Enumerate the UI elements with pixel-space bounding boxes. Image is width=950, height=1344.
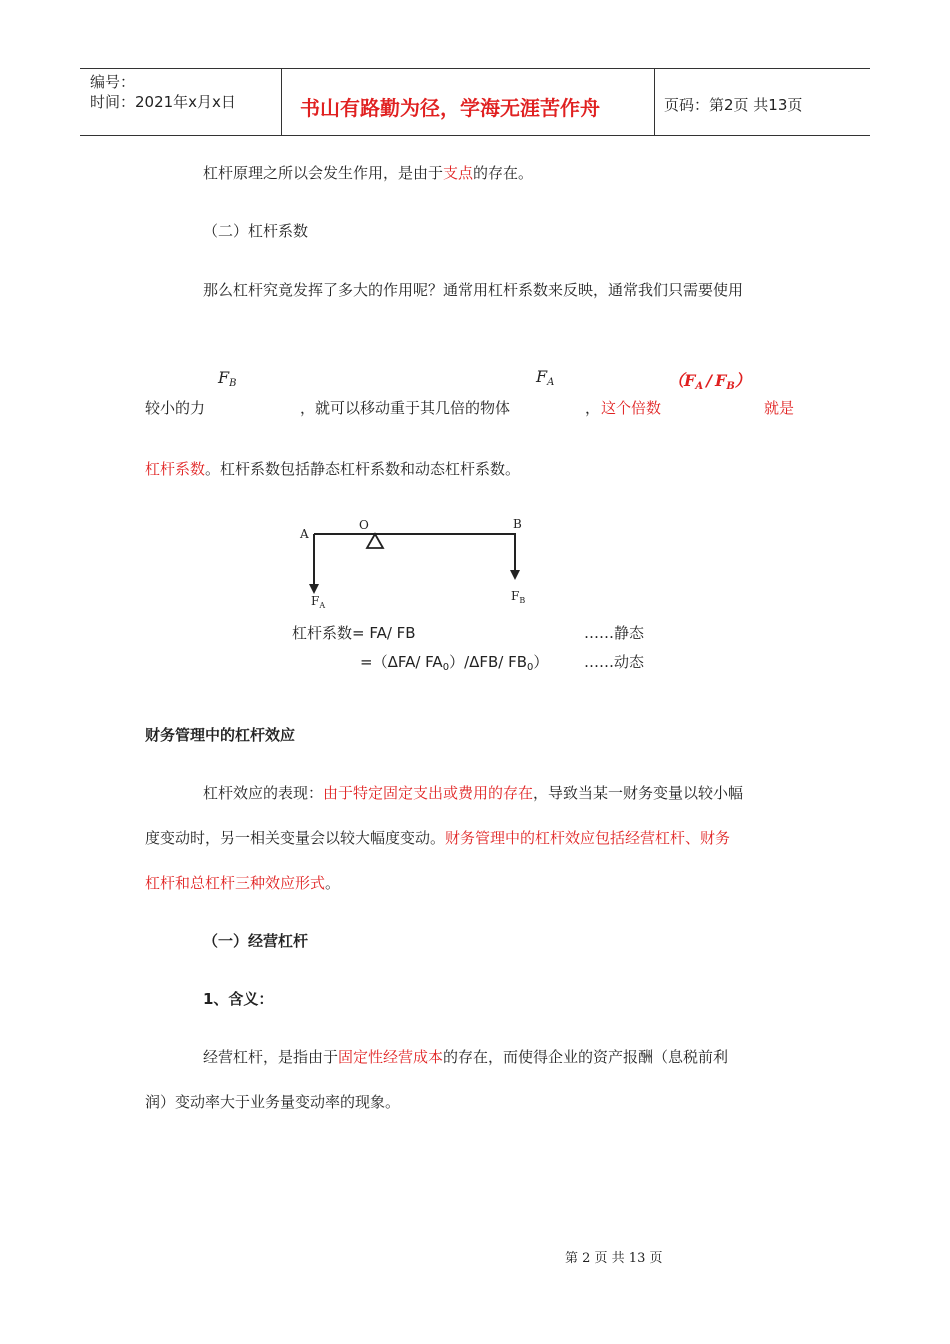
subheading-operating-leverage: （一）经营杠杆 bbox=[203, 932, 309, 950]
text-segment: 。杠杆系数包括静态杠杆系数和动态杠杆系数。 bbox=[205, 460, 521, 478]
paragraph-line-9 bbox=[203, 1046, 728, 1067]
header-page-info: 页码：第2页 共13页 bbox=[664, 96, 803, 114]
ratio-b-sub: B bbox=[726, 381, 735, 392]
formula-fb-main: F bbox=[218, 368, 230, 387]
force-a-arrowhead bbox=[309, 584, 319, 594]
ratio-open: （ bbox=[668, 371, 685, 390]
formula-fa-sub: A bbox=[547, 377, 555, 388]
text-segment: 杠杆效应的表现： bbox=[203, 784, 324, 802]
equation-dynamic-left bbox=[360, 653, 548, 673]
highlight-leverage-types: 财务管理中的杠杆效应包括经营杠杆、财务 bbox=[445, 829, 731, 847]
text-segment: 的存在，而使得企业的资产报酬（息税前利 bbox=[443, 1048, 729, 1066]
highlight-three-forms: 杠杆和总杠杆三种效应形式 bbox=[145, 874, 326, 892]
section-title: 财务管理中的杠杆效应 bbox=[145, 726, 296, 744]
formula-ratio bbox=[668, 368, 751, 392]
line-4-multiple: 这个倍数 bbox=[601, 399, 662, 417]
text-segment: 度变动时，另一相关变量会以较大幅度变动。 bbox=[145, 829, 446, 847]
lever-diagram bbox=[290, 510, 670, 680]
paragraph-line-10: 润）变动率大于业务量变动率的现象。 bbox=[145, 1093, 401, 1111]
paragraph-line-1 bbox=[203, 162, 533, 183]
eq2-sub2: 0 bbox=[527, 662, 534, 673]
text-segment: 经营杠杆，是指由于 bbox=[203, 1048, 339, 1066]
formula-fb-sub: B bbox=[229, 378, 237, 389]
header-divider-left bbox=[281, 68, 282, 136]
ratio-a-sub: A bbox=[695, 381, 704, 392]
text-segment: ，导致当某一财务变量以较小幅 bbox=[533, 784, 744, 802]
fulcrum-triangle bbox=[367, 534, 383, 548]
highlight-lever-coefficient: 杠杆系数 bbox=[145, 460, 206, 478]
text-segment: 的存在。 bbox=[473, 164, 534, 182]
highlight-fixed-operating-cost: 固定性经营成本 bbox=[338, 1048, 444, 1066]
equation-static-left: 杠杆系数= FA/ FB bbox=[292, 624, 416, 642]
subheading-lever-coefficient: （二）杠杆系数 bbox=[203, 222, 309, 240]
line-4-part-e: 就是 bbox=[764, 399, 795, 417]
equation-static-right: ……静态 bbox=[584, 624, 645, 642]
header-code-label: 编号： bbox=[90, 73, 136, 91]
force-b-sub: B bbox=[519, 596, 526, 605]
force-a-label bbox=[311, 594, 325, 610]
highlight-fixed-cost: 由于特定固定支出或费用的存在 bbox=[323, 784, 534, 802]
force-b-main: F bbox=[511, 589, 520, 603]
point-o-label: O bbox=[359, 518, 369, 532]
line-4-part-b: ，就可以移动重于其几倍的物体 bbox=[300, 399, 511, 417]
point-a-label: A bbox=[300, 527, 309, 541]
force-a-sub: A bbox=[319, 601, 326, 610]
formula-fa bbox=[536, 367, 554, 388]
force-b-arrowhead bbox=[510, 570, 520, 580]
paragraph-line-8 bbox=[145, 872, 340, 893]
eq2-close: ） bbox=[533, 653, 549, 671]
line-4-part-c: ， bbox=[585, 399, 601, 417]
paragraph-line-7 bbox=[145, 827, 730, 848]
text-segment: 。 bbox=[325, 874, 341, 892]
eq2-left: =（ΔFA/ FA bbox=[360, 653, 443, 671]
ratio-close: ） bbox=[734, 371, 751, 390]
formula-fb bbox=[218, 368, 236, 389]
ratio-a: F bbox=[684, 371, 696, 390]
header-divider-right bbox=[654, 68, 655, 136]
text-segment: 杠杆原理之所以会发生作用，是由于 bbox=[203, 164, 444, 182]
subheading-definition: 1、含义： bbox=[203, 990, 274, 1008]
point-b-label: B bbox=[513, 517, 522, 531]
ratio-slash: / bbox=[706, 371, 712, 390]
eq2-mid: ）/ΔFB/ FB bbox=[449, 653, 528, 671]
ratio-b: F bbox=[714, 371, 727, 390]
force-a-main: F bbox=[311, 594, 320, 608]
paragraph-line-5 bbox=[145, 458, 520, 479]
footer-page-number: 第 2 页 共 13 页 bbox=[565, 1251, 663, 1266]
paragraph-line-3: 那么杠杆究竟发挥了多大的作用呢？通常用杠杆系数来反映，通常我们只需要使用 bbox=[203, 281, 744, 299]
equation-dynamic-right: ……动态 bbox=[584, 653, 645, 671]
highlight-fulcrum: 支点 bbox=[443, 164, 474, 182]
header-bottom-rule bbox=[80, 135, 870, 136]
paragraph-line-6 bbox=[203, 782, 743, 803]
header-motto: 书山有路勤为径，学海无涯苦作舟 bbox=[300, 96, 600, 120]
header-top-rule bbox=[80, 68, 870, 69]
header-time-label: 时间：2021年x月x日 bbox=[90, 93, 236, 111]
formula-fa-main: F bbox=[536, 367, 548, 386]
eq2-sub1: 0 bbox=[442, 662, 450, 673]
force-b-label bbox=[511, 589, 525, 605]
line-4-part-a: 较小的力 bbox=[145, 399, 206, 417]
